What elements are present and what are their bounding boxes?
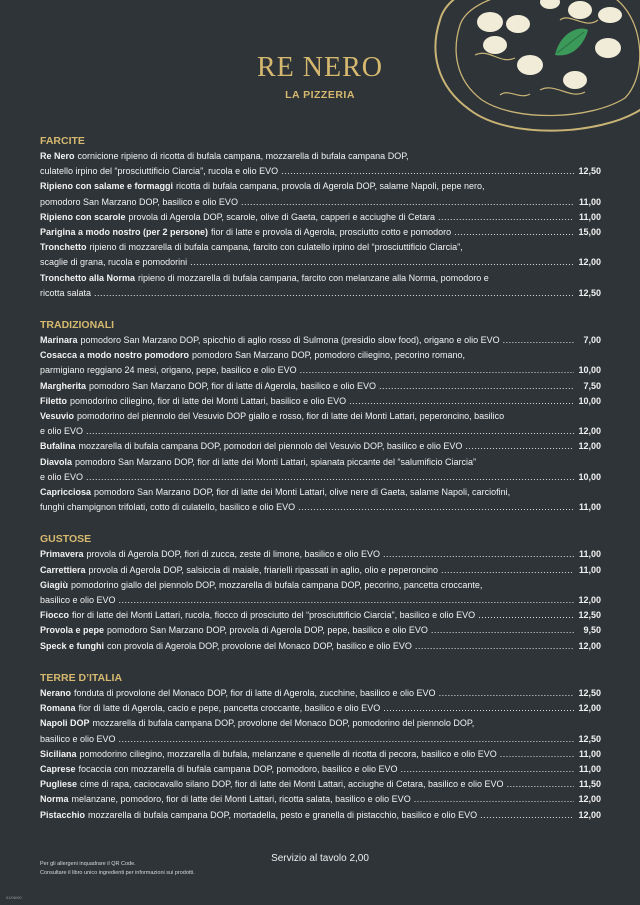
menu-item-line: [40, 777, 601, 792]
item-price: 7,50: [583, 380, 601, 391]
menu-item-line: [40, 379, 601, 394]
item-name: Capricciosa: [40, 487, 92, 498]
menu-item-line: [40, 485, 601, 500]
item-name: Vesuvio: [40, 411, 75, 422]
menu-item: [40, 578, 601, 608]
dot-leader: [119, 732, 574, 747]
menu-item-line: [40, 240, 601, 255]
item-description: fonduta di provolone del Monaco DOP, fior di latte di Agerola, zucchine, basilico e olio EVO: [74, 687, 436, 698]
menu-item-line: [40, 394, 601, 409]
menu-item: [40, 485, 601, 515]
dot-leader: [349, 394, 574, 409]
item-price: 12,00: [578, 794, 601, 805]
menu-item: [40, 547, 601, 562]
item-description: pomodorino giallo del piennolo DOP, mozzarella di bufala campana DOP, pecorino, pancetta croccante,: [71, 579, 483, 590]
item-name: Nerano: [40, 687, 72, 698]
item-description: pomodorino ciliegino, fior di latte dei Monti Lattari, basilico e olio EVO: [70, 395, 347, 406]
dot-leader: [241, 195, 574, 210]
menu-item-line: [40, 732, 601, 747]
menu-item: [40, 379, 601, 394]
dot-leader: [415, 639, 574, 654]
item-name: Tronchetto alla Norma: [40, 272, 136, 283]
item-description: ripieno di mozzarella di bufala campana, farcito con melanzane alla Norma, pomodoro e: [138, 272, 489, 283]
item-name: Primavera: [40, 549, 84, 560]
item-description: mozzarella di bufala campana DOP, pomodori del piennolo del Vesuvio DOP, basilico e olio EVO: [78, 441, 463, 452]
item-name: Bufalina: [40, 441, 76, 452]
allergen-note-ingredients: Consultare il libro unico ingredienti per informazioni sui prodotti.: [40, 870, 195, 876]
dot-leader: [281, 164, 574, 179]
menu-item-line: [40, 424, 601, 439]
item-description: pomodoro San Marzano DOP, fior di latte dei Monti Lattari, olive nere di Gaeta, salame Napoli, carciofini,: [94, 487, 511, 498]
section-title: TRADIZIONALI: [40, 319, 115, 332]
item-price: 12,50: [578, 610, 601, 621]
item-price: 12,00: [578, 640, 601, 651]
item-name: Siciliana: [40, 748, 77, 759]
dot-leader: [500, 747, 574, 762]
menu-item: [40, 149, 601, 179]
item-price: 15,00: [578, 227, 601, 238]
menu-item-line: [40, 686, 601, 701]
item-price: 10,00: [578, 471, 601, 482]
item-description: scaglie di grana, rucola e pomodorini: [40, 257, 188, 268]
item-price: 11,00: [578, 211, 601, 222]
dot-leader: [379, 379, 574, 394]
item-price: 7,00: [583, 335, 601, 346]
item-description: provola di Agerola DOP, scarole, olive di Gaeta, capperi e acciughe di Cetara: [128, 211, 436, 222]
brand-name: RE NERO: [257, 52, 383, 83]
item-description: pomodoro San Marzano DOP, fior di latte di Agerola, basilico e olio EVO: [89, 380, 377, 391]
item-description: fior di latte e provola di Agerola, prosciutto cotto e pomodoro: [211, 227, 452, 238]
item-name: Cosacca a modo nostro pomodoro: [40, 350, 190, 361]
item-price: 12,00: [578, 703, 601, 714]
item-description: pomodoro San Marzano DOP, pomodoro ciliegino, pecorino romano,: [192, 350, 466, 361]
menu-item-line: [40, 164, 601, 179]
item-description: basilico e olio EVO: [40, 595, 116, 606]
item-description: basilico e olio EVO: [40, 733, 116, 744]
menu-item-line: [40, 762, 601, 777]
menu-item: [40, 394, 601, 409]
menu-item-line: [40, 792, 601, 807]
menu-item-line: [40, 547, 601, 562]
dot-leader: [431, 623, 574, 638]
menu-item-line: [40, 808, 601, 823]
item-price: 12,50: [578, 687, 601, 698]
item-price: 11,00: [578, 196, 601, 207]
item-name: Diavola: [40, 456, 73, 467]
menu-item: [40, 333, 601, 348]
menu-item-line: [40, 348, 601, 363]
item-price: 11,00: [578, 549, 601, 560]
item-name: Giagiù: [40, 579, 69, 590]
menu: [40, 134, 601, 840]
item-price: 11,00: [578, 564, 601, 575]
menu-item: [40, 179, 601, 209]
item-name: Ripieno con scarole: [40, 211, 126, 222]
section-title: GUSTOSE: [40, 533, 92, 546]
menu-section: [40, 318, 601, 515]
item-description: pomodoro San Marzano DOP, spicchio di aglio rosso di Sulmona (presidio slow food), origano e olio EVO: [80, 335, 500, 346]
menu-item-line: [40, 470, 601, 485]
allergen-note-qr: Per gli allergeni inquadrare il QR Code.: [40, 861, 136, 867]
menu-item: [40, 747, 601, 762]
item-price: 12,00: [578, 441, 601, 452]
dot-leader: [300, 363, 574, 378]
item-name: Caprese: [40, 763, 76, 774]
dot-leader: [439, 686, 574, 701]
dot-leader: [507, 777, 574, 792]
menu-item-line: [40, 500, 601, 515]
menu-item: [40, 240, 601, 270]
menu-item-line: [40, 623, 601, 638]
item-name: Carrettiera: [40, 564, 86, 575]
dot-leader: [465, 439, 574, 454]
item-name: Fiocco: [40, 610, 70, 621]
menu-item-line: [40, 363, 601, 378]
menu-item-line: [40, 701, 601, 716]
menu-item-line: [40, 210, 601, 225]
dot-leader: [401, 762, 574, 777]
item-name: Provola e pepe: [40, 625, 105, 636]
menu-item: [40, 439, 601, 454]
menu-item: [40, 792, 601, 807]
item-description: fior di latte dei Monti Lattari, rucola, fiocco di prosciutto del “prosciuttificio Ciarcia”, basilico e olio EVO: [72, 610, 476, 621]
dot-leader: [86, 470, 574, 485]
menu-item-line: [40, 608, 601, 623]
item-price: 10,00: [578, 395, 601, 406]
item-price: 11,00: [578, 502, 601, 513]
dot-leader: [119, 593, 574, 608]
item-name: Pugliese: [40, 779, 78, 790]
dot-leader: [503, 333, 574, 348]
brand-subtitle: LA PIZZERIA: [285, 89, 355, 101]
item-description: pomodorino del piennolo del Vesuvio DOP giallo e rosso, fior di latte dei Monti Lattari, peperoncino, basilico: [77, 411, 505, 422]
dot-leader: [441, 563, 574, 578]
dot-leader: [298, 500, 574, 515]
menu-section: [40, 134, 601, 301]
dot-leader: [454, 225, 574, 240]
item-price: 12,50: [578, 166, 601, 177]
menu-item-line: [40, 333, 601, 348]
item-description: ricotta salata: [40, 287, 92, 298]
item-name: Speck e funghi: [40, 640, 105, 651]
item-price: 12,50: [578, 287, 601, 298]
menu-item-line: [40, 255, 601, 270]
menu-item: [40, 225, 601, 240]
item-price: 12,00: [578, 809, 601, 820]
item-name: Romana: [40, 703, 76, 714]
item-price: 11,50: [578, 779, 601, 790]
menu-item: [40, 686, 601, 701]
item-description: pomodorino ciliegino, mozzarella di bufala, melanzane e quenelle di ricotta di pecora, basilico e olio EVO: [79, 748, 497, 759]
menu-item: [40, 623, 601, 638]
menu-item: [40, 701, 601, 716]
item-name: Parigina a modo nostro (per 2 persone): [40, 227, 209, 238]
section-title: TERRE D’ITALIA: [40, 671, 123, 684]
item-name: Marinara: [40, 335, 78, 346]
menu-item: [40, 409, 601, 439]
service-charge: Servizio al tavolo 2,00: [271, 853, 369, 864]
item-description: culatello irpino del “prosciuttificio Ciarcia”, rucola e olio EVO: [40, 166, 279, 177]
item-description: focaccia con mozzarella di bufala campana DOP, pomodoro, basilico e olio EVO: [78, 763, 398, 774]
item-name: Re Nero: [40, 151, 75, 161]
item-description: parmigiano reggiano 24 mesi, origano, pepe, basilico e olio EVO: [40, 365, 297, 376]
item-description: e olio EVO: [40, 426, 84, 437]
item-name: Ripieno con salame e formaggi: [40, 181, 174, 192]
menu-item-line: [40, 578, 601, 593]
menu-item-line: [40, 286, 601, 301]
menu-item: [40, 455, 601, 485]
item-price: 12,00: [578, 595, 601, 606]
item-price: 12,00: [578, 257, 601, 268]
item-price: 12,00: [578, 426, 601, 437]
menu-item-line: [40, 149, 601, 164]
menu-item-line: [40, 409, 601, 424]
item-description: ricotta di bufala campana, provola di Agerola DOP, salame Napoli, pepe nero,: [176, 181, 485, 192]
menu-item-line: [40, 639, 601, 654]
menu-item-line: [40, 747, 601, 762]
item-description: pomodoro San Marzano DOP, fior di latte dei Monti Lattari, spianata piccante del “salumificio Ciarcia”: [75, 456, 477, 467]
menu-item: [40, 777, 601, 792]
print-code: 01/06/00: [6, 895, 22, 900]
item-price: 10,00: [578, 365, 601, 376]
menu-item-line: [40, 225, 601, 240]
item-price: 11,00: [578, 748, 601, 759]
item-description: mozzarella di bufala campana DOP, mortadella, pesto e granella di pistacchio, basilico e olio EVO: [88, 809, 478, 820]
dot-leader: [190, 255, 574, 270]
dot-leader: [383, 701, 574, 716]
section-title: FARCITE: [40, 135, 85, 147]
menu-item: [40, 563, 601, 578]
item-name: Filetto: [40, 395, 67, 406]
menu-item-line: [40, 179, 601, 194]
menu-item: [40, 210, 601, 225]
menu-section: [40, 671, 601, 823]
menu-item: [40, 608, 601, 623]
item-description: funghi champignon trifolati, cotto di culatello, basilico e olio EVO: [40, 502, 296, 513]
menu-item-line: [40, 271, 601, 286]
item-description: provola di Agerola DOP, salsiccia di maiale, friarielli ripassati in aglio, olio e peperoncino: [88, 564, 439, 575]
menu-item-line: [40, 455, 601, 470]
item-description: cime di rapa, caciocavallo silano DOP, fior di latte dei Monti Lattari, acciughe di Cetara, basilico e olio EVO: [80, 779, 504, 790]
item-name: Napoli DOP: [40, 718, 90, 729]
dot-leader: [478, 608, 574, 623]
menu-item: [40, 716, 601, 746]
item-description: pomodoro San Marzano DOP, provola di Agerola DOP, pepe, basilico e olio EVO: [107, 625, 428, 636]
item-description: con provola di Agerola DOP, provolone del Monaco DOP, basilico e olio EVO: [107, 640, 412, 651]
item-description: melanzane, pomodoro, fior di latte dei Monti Lattari, ricotta salata, basilico e olio EVO: [71, 794, 411, 805]
item-name: Margherita: [40, 380, 87, 391]
item-description: pomodoro San Marzano DOP, basilico e olio EVO: [40, 196, 238, 207]
menu-item: [40, 348, 601, 378]
dot-leader: [94, 286, 574, 301]
menu-item-line: [40, 439, 601, 454]
menu-item: [40, 271, 601, 301]
menu-item-line: [40, 593, 601, 608]
dot-leader: [438, 210, 574, 225]
item-description: mozzarella di bufala campana DOP, provolone del Monaco DOP, pomodorino del piennolo DOP,: [92, 718, 475, 729]
menu-item: [40, 762, 601, 777]
menu-item-line: [40, 716, 601, 731]
item-name: Norma: [40, 794, 69, 805]
item-description: cornicione ripieno di ricotta di bufala campana, mozzarella di bufala campana DOP,: [77, 151, 409, 161]
item-description: ripieno di mozzarella di bufala campana, farcito con culatello irpino del “prosciuttificio Ciarcia”,: [89, 242, 463, 253]
menu-item-line: [40, 195, 601, 210]
menu-item-line: [40, 563, 601, 578]
item-price: 9,50: [583, 625, 601, 636]
item-name: Pistacchio: [40, 809, 86, 820]
menu-section: [40, 532, 601, 653]
item-name: Tronchetto: [40, 242, 87, 253]
item-price: 12,50: [578, 733, 601, 744]
dot-leader: [383, 547, 574, 562]
item-description: provola di Agerola DOP, fiori di zucca, zeste di limone, basilico e olio EVO: [86, 549, 381, 560]
item-price: 11,00: [578, 763, 601, 774]
dot-leader: [480, 808, 574, 823]
item-description: e olio EVO: [40, 471, 84, 482]
dot-leader: [86, 424, 574, 439]
menu-item: [40, 808, 601, 823]
dot-leader: [414, 792, 574, 807]
menu-item: [40, 639, 601, 654]
item-description: fior di latte di Agerola, cacio e pepe, pancetta croccante, basilico e olio EVO: [78, 703, 381, 714]
